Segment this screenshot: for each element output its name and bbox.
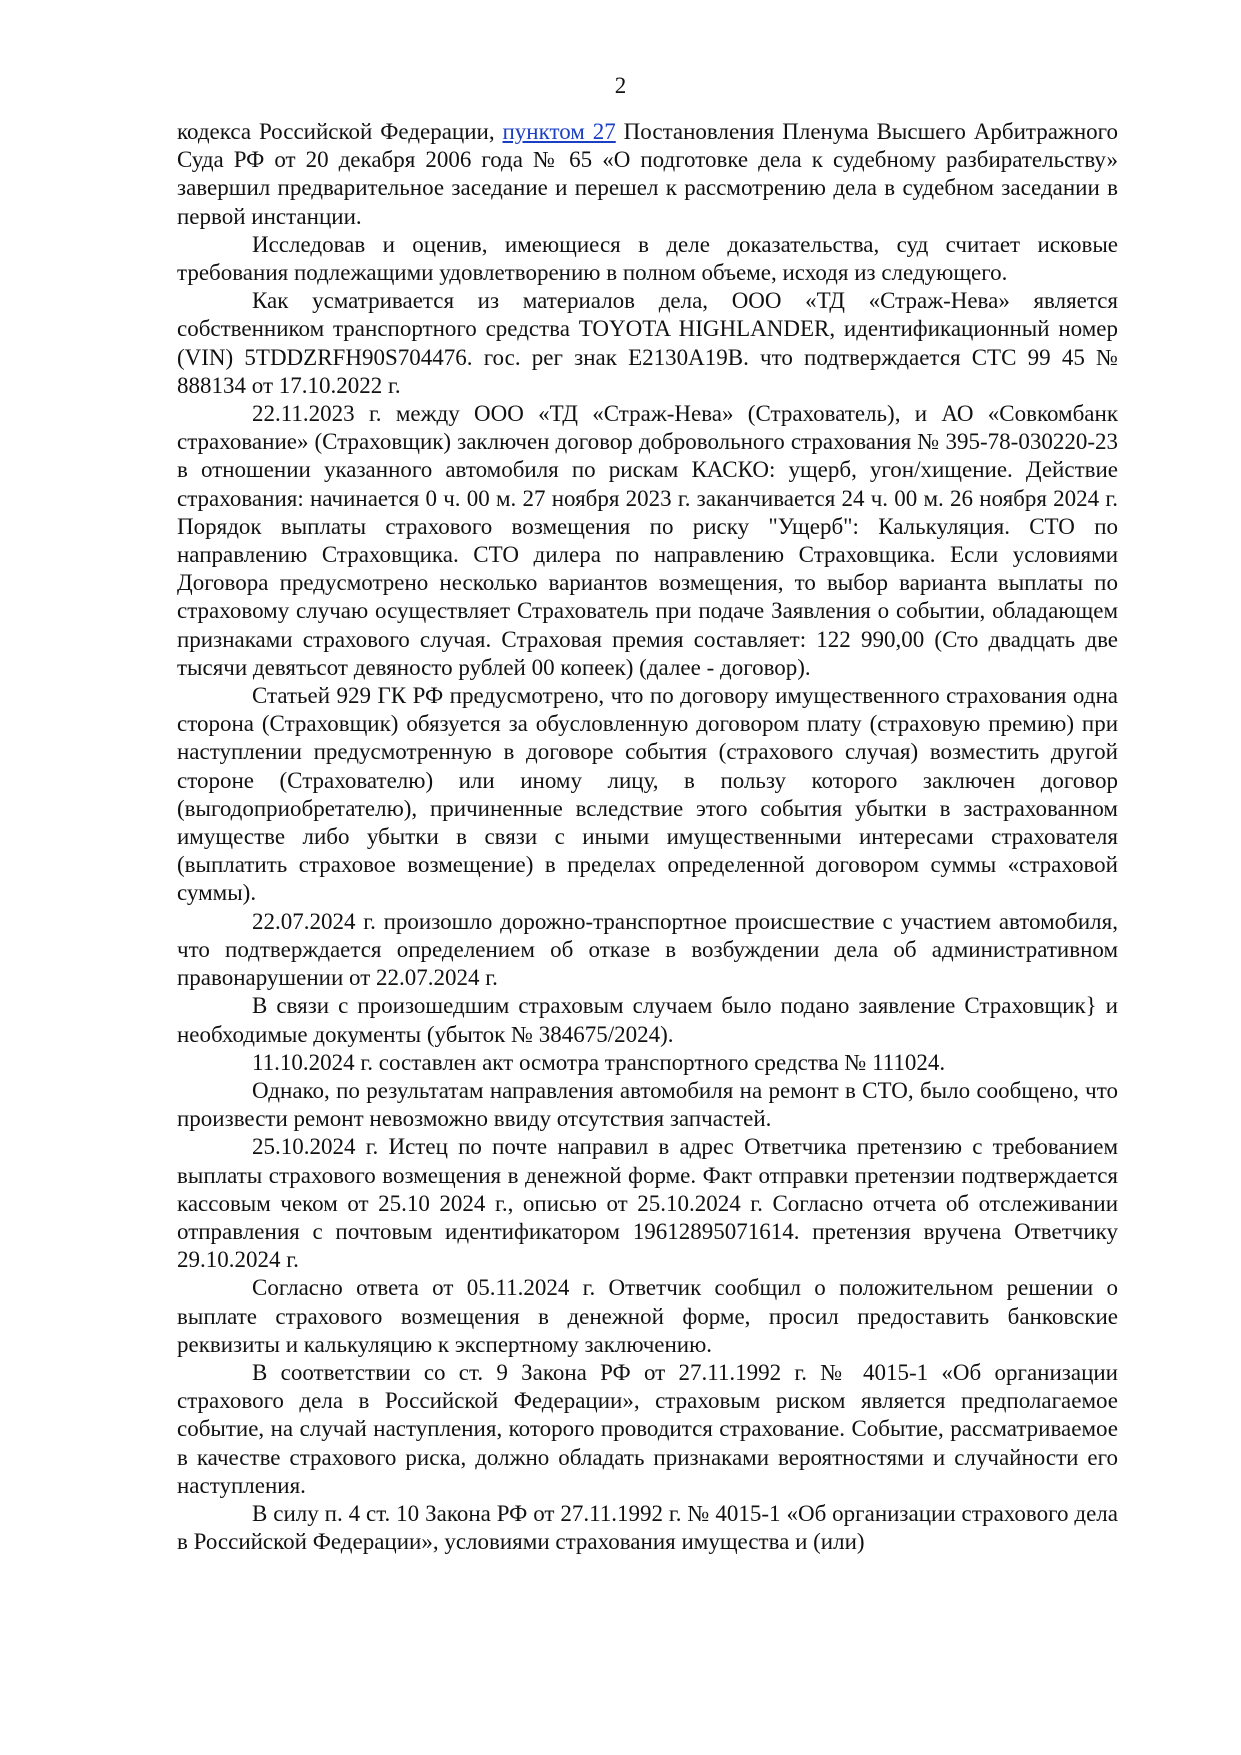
paragraph-6: 22.07.2024 г. произошло дорожно-транспортное происшествие с участием автомобиля, что подтверждается определением об отказе в возбуждении дела об административном правонарушении от 22.07.2024 г. — [177, 908, 1118, 991]
paragraph-12: В соответствии со ст. 9 Закона РФ от 27.11.1992 г. № 4015-1 «Об организации страхового дела в Российской Федерации», страховым риском является предполагаемое событие, на случай наступления, которого проводится страхование. Событие, рассматриваемое в качестве страхового риска, должно обладать признаками вероятностями и случайности его наступления. — [177, 1359, 1118, 1498]
paragraph-10: 25.10.2024 г. Истец по почте направил в адрес Ответчика претензию с требованием выплаты страхового возмещения в денежной форме. Факт отправки претензии подтверждается кассовым чеком от 25.10 2024 г., описью от 25.10.2024 г. Согласно отчета об отслеживании отправления с почтовым идентификатором 19612895071614. претензия вручена Ответчику 29.10.2024 г. — [177, 1134, 1118, 1273]
paragraph-7: В связи с произошедшим страховым случаем было подано заявление Страховщик} и необходимые документы (убыток № 384675/2024). — [177, 993, 1118, 1047]
paragraph-1-text-start: кодекса Российской Федерации, — [177, 119, 503, 144]
paragraph-1 — [177, 118, 1118, 231]
paragraph-13: В силу п. 4 ст. 10 Закона РФ от 27.11.1992 г. № 4015-1 «Об организации страхового дела в Российской Федерации», условиями страхования имущества и (или) — [177, 1500, 1118, 1555]
paragraph-1-text-end: Постановления Пленума Высшего Арбитражного Суда РФ от 20 декабря 2006 года № 65 «О подготовке дела к судебному разбирательству» завершил предварительное заседание и перешел к рассмотрению дела в судебном заседании в первой инстанции. — [177, 119, 1118, 229]
paragraph-9: Однако, по результатам направления автомобиля на ремонт в СТО, было сообщено, что произвести ремонт невозможно ввиду отсутствия запчастей. — [177, 1077, 1118, 1132]
document-body — [177, 118, 1118, 1556]
paragraph-2: Исследовав и оценив, имеющиеся в деле доказательства, суд считает исковые требования подлежащими удовлетворению в полном объеме, исходя из следующего. — [177, 231, 1118, 286]
page-number: 2 — [614, 73, 627, 98]
paragraph-8: 11.10.2024 г. составлен акт осмотра транспортного средства № 111024. — [252, 1049, 946, 1075]
paragraph-3: Как усматривается из материалов дела, ООО «ТД «Страж-Нева» является собственником транспортного средства TOYOTA HIGHLANDER, идентификационный номер (VIN) 5TDDZRFH90S704476. гос. рег знак Е2130А19В. что подтверждается СТС 99 45 № 888134 от 17.10.2022 г. — [177, 288, 1118, 398]
clause-27-link[interactable]: пунктом 27 — [502, 119, 616, 144]
paragraph-11: Согласно ответа от 05.11.2024 г. Ответчик сообщил о положительном решении о выплате страхового возмещения в денежной форме, просил предоставить банковские реквизиты и калькуляцию к экспертному заключению. — [177, 1275, 1118, 1357]
paragraph-5: Статьей 929 ГК РФ предусмотрено, что по договору имущественного страхования одна сторона (Страховщик) обязуется за обусловленную договором плату (страховую премию) при наступлении предусмотренную в договоре события (страхового случая) возместить другой стороне (Страхователю) или иному лицу, в пользу которого заключен договор (выгодоприобретателю), причиненные вследствие этого события убытки в застрахованном имуществе либо убытки в связи с иными имущественными интересами страхователя (выплатить страховое возмещение) в пределах определенной договором суммы «страховой суммы). — [177, 683, 1118, 906]
paragraph-4: 22.11.2023 г. между ООО «ТД «Страж-Нева» (Страхователь), и АО «Совкомбанк страхование» (Страховщик) заключен договор добровольного страхования № 395-78-030220-23 в отношении указанного автомобиля по рискам КАСКО: ущерб, угон/хищение. Действие страхования: начинается 0 ч. 00 м. 27 ноября 2023 г. заканчивается 24 ч. 00 м. 26 ноября 2024 г. Порядок выплаты страхового возмещения по риску "Ущерб": Калькуляция. СТО по направлению Страховщика. СТО дилера по направлению Страховщика. Если условиями Договора предусмотрено несколько вариантов возмещения, то выбор варианта выплаты по страховому случаю осуществляет Страхователь при подаче Заявления о событии, обладающем признаками страхового случая. Страховая премия составляет: 122 990,00 (Сто двадцать две тысячи девятьсот девяносто рублей 00 копеек) (далее - договор). — [177, 401, 1118, 680]
